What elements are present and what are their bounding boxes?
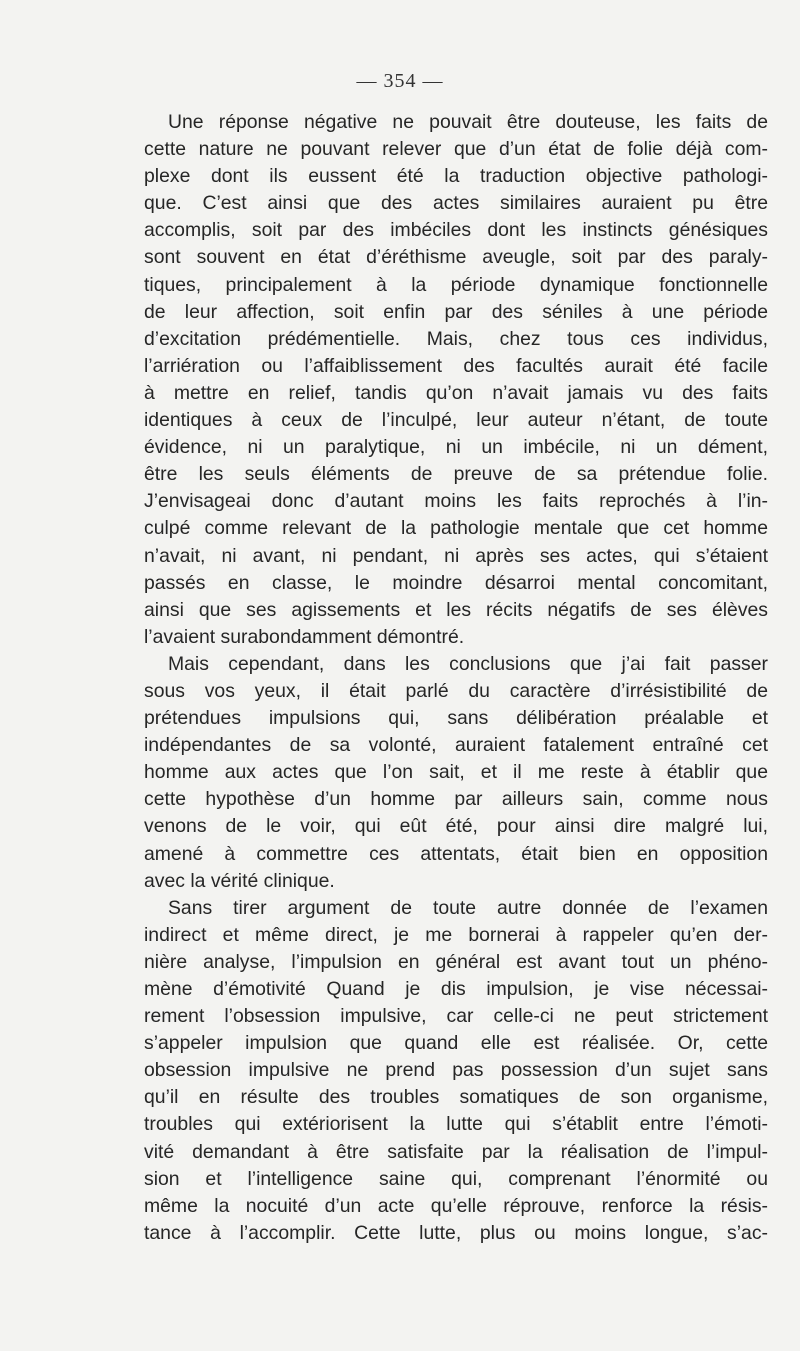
text-line: rement l’obsession impulsive, car celle-ci ne peut strictement [144,1005,768,1028]
text-line: identiques à ceux de l’inculpé, leur auteur n’étant, de toute [144,409,768,432]
text-line: Une réponse négative ne pouvait être douteuse, les faits de [168,111,768,133]
body-text [144,109,768,1247]
text-line: que. C’est ainsi que des actes similaires auraient pu être [144,192,768,215]
text-line: troubles qui extériorisent la lutte qui s’établit entre l’émoti- [144,1113,768,1136]
text-line: être les seuls éléments de preuve de sa prétendue folie. [144,463,768,486]
text-line: indépendantes de sa volonté, auraient fatalement entraîné cet [144,734,768,757]
paragraph [144,895,768,1247]
text-line: cette nature ne pouvant relever que d’un état de folie déjà com- [144,138,768,161]
text-line: J’envisageai donc d’autant moins les faits reprochés à l’in- [144,490,768,513]
text-line: Sans tirer argument de toute autre donnée de l’examen [168,896,768,919]
text-line: Mais cependant, dans les conclusions que j’ai fait passer [168,652,768,675]
text-line: cette hypothèse d’un homme par ailleurs sain, comme nous [144,788,768,811]
text-line: même la nocuité d’un acte qu’elle réprouve, renforce la résis- [144,1194,768,1217]
text-line: de leur affection, soit enfin par des séniles à une période [144,300,768,323]
text-line: à mettre en relief, tandis qu’on n’avait jamais vu des faits [144,381,768,404]
text-line: culpé comme relevant de la pathologie mentale que cet homme [144,517,768,540]
text-line: vité demandant à être satisfaite par la réalisation de l’impul- [144,1140,768,1163]
text-line: venons de le voir, qui eût été, pour ainsi dire malgré lui, [144,815,768,838]
text-line: obsession impulsive ne prend pas possession d’un sujet sans [144,1059,768,1082]
paragraph [144,651,768,895]
text-line: évidence, ni un paralytique, ni un imbécile, ni un dément, [144,436,768,459]
paragraph [144,109,768,651]
text-line: tance à l’accomplir. Cette lutte, plus ou moins longue, s’ac- [144,1221,768,1244]
text-line: nière analyse, l’impulsion en général est avant tout un phéno- [144,950,768,973]
text-line: n’avait, ni avant, ni pendant, ni après ses actes, qui s’étaient [144,544,768,567]
text-line: qu’il en résulte des troubles somatiques de son organisme, [144,1086,768,1109]
text-line: mène d’émotivité Quand je dis impulsion, je vise nécessai- [144,978,768,1000]
text-line: passés en classe, le moindre désarroi mental concomitant, [144,571,768,594]
text-line: ainsi que ses agissements et les récits négatifs de ses élèves [144,598,768,621]
text-line: amené à commettre ces attentats, était bien en opposition [144,842,768,865]
text-line: tiques, principalement à la période dynamique fonctionnelle [144,273,768,296]
page-number: — 354 — [356,70,444,92]
text-line: indirect et même direct, je me bornerai à rappeler qu’en der- [144,923,768,946]
text-line: plexe dont ils eussent été la traduction objective pathologi- [144,165,768,188]
text-line: d’excitation prédémentielle. Mais, chez tous ces individus, [144,327,768,350]
text-line: avec la vérité clinique. [144,869,335,892]
text-line: l’avaient surabondamment démontré. [144,625,465,648]
text-line: sont souvent en état d’éréthisme aveugle, soit par des paraly- [144,246,768,269]
text-line: prétendues impulsions qui, sans délibération préalable et [144,707,768,730]
text-line: sion et l’intelligence saine qui, comprenant l’énormité ou [144,1167,768,1190]
text-line: sous vos yeux, il était parlé du caractère d’irrésistibilité de [144,679,768,702]
text-line: s’appeler impulsion que quand elle est réalisée. Or, cette [144,1032,768,1055]
text-line: accomplis, soit par des imbéciles dont les instincts génésiques [144,219,768,242]
text-line: homme aux actes que l’on sait, et il me reste à établir que [144,761,768,784]
text-line: l’arriération ou l’affaiblissement des facultés aurait été facile [144,354,768,377]
